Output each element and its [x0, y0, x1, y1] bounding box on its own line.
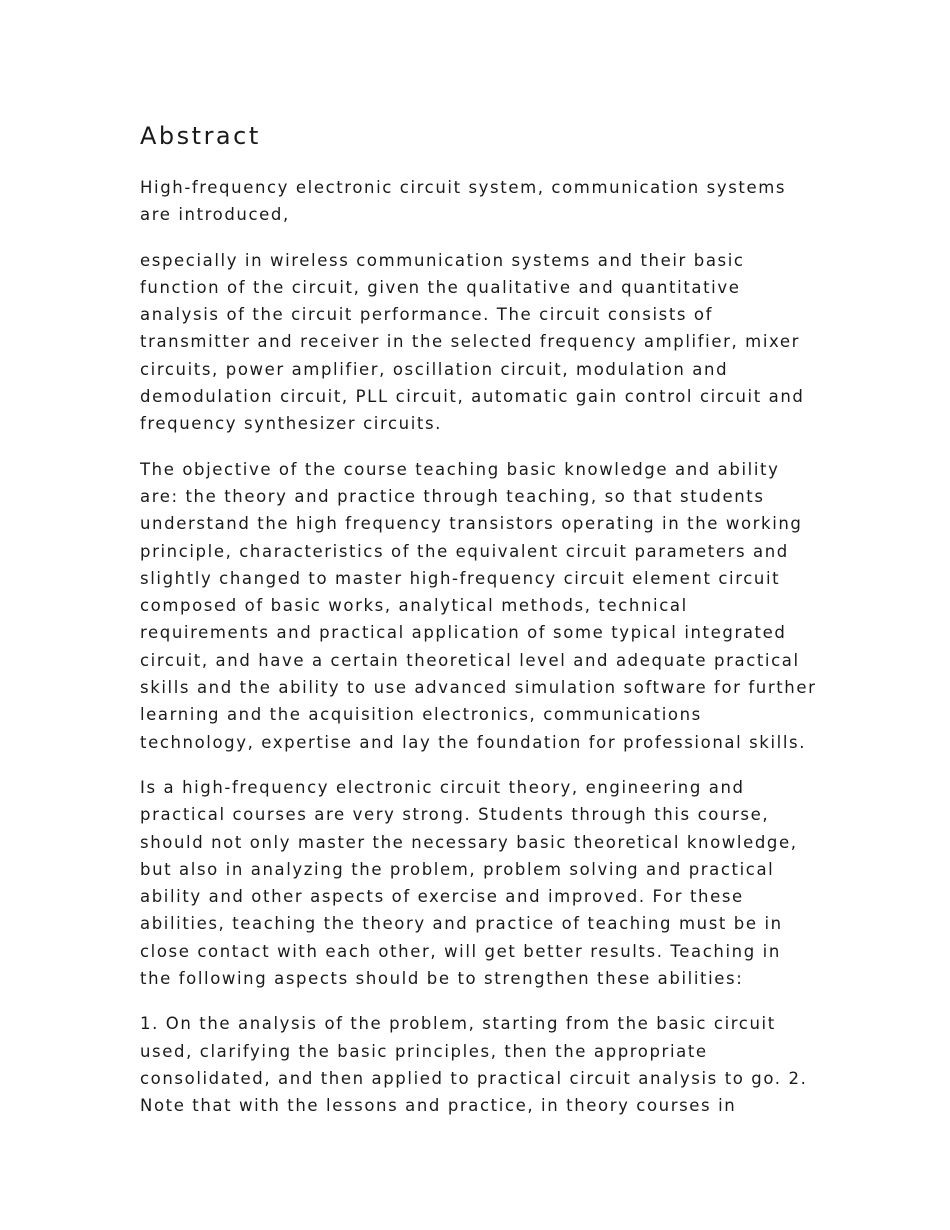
paragraph-line: learning and the acquisition electronics, communications: [140, 705, 702, 725]
abstract-paragraph: [140, 1010, 830, 1119]
paragraph-line: demodulation circuit, PLL circuit, automatic gain control circuit and: [140, 387, 805, 407]
paragraph-line: Is a high-frequency electronic circuit theory, engineering and: [140, 777, 745, 797]
paragraph-line: circuits, power amplifier, oscillation circuit, modulation and: [140, 359, 729, 379]
paragraph-line: practical courses are very strong. Students through this course,: [140, 805, 770, 825]
paragraph-line: circuit, and have a certain theoretical level and adequate practical: [140, 650, 800, 670]
paragraph-line: are: the theory and practice through teaching, so that students: [140, 486, 765, 506]
abstract-paragraph: [140, 774, 830, 992]
paragraph-line: consolidated, and then applied to practical circuit analysis to go. 2.: [140, 1068, 808, 1088]
paragraph-line: High-frequency electronic circuit system, communication systems: [140, 178, 787, 197]
abstract-paragraph: [140, 174, 830, 229]
paragraph-line: 1. On the analysis of the problem, starting from the basic circuit: [140, 1014, 776, 1034]
abstract-paragraph: [140, 456, 830, 756]
paragraph-line: analysis of the circuit performance. The circuit consists of: [140, 305, 714, 325]
paragraph-line: slightly changed to master high-frequency circuit element circuit: [140, 568, 781, 588]
abstract-paragraph: [140, 247, 830, 438]
paragraph-line: requirements and practical application of some typical integrated: [140, 623, 787, 643]
paragraph-line: principle, characteristics of the equivalent circuit parameters and: [140, 541, 789, 561]
paragraph-line: transmitter and receiver in the selected frequency amplifier, mixer: [140, 332, 801, 352]
abstract-heading: Abstract: [140, 122, 261, 150]
paragraph-line: close contact with each other, will get better results. Teaching in: [140, 941, 781, 961]
paragraph-line: abilities, teaching the theory and practice of teaching must be in: [140, 914, 783, 934]
paragraph-line: function of the circuit, given the qualitative and quantitative: [140, 277, 741, 297]
paragraph-line: used, clarifying the basic principles, then the appropriate: [140, 1041, 708, 1061]
paragraph-line: The objective of the course teaching basic knowledge and ability: [140, 459, 780, 479]
paragraph-line: the following aspects should be to strengthen these abilities:: [140, 969, 744, 989]
paragraph-line: especially in wireless communication systems and their basic: [140, 250, 745, 270]
paragraph-line: Note that with the lessons and practice, in theory courses in: [140, 1096, 737, 1116]
paragraph-line: frequency synthesizer circuits.: [140, 414, 443, 434]
paragraph-line: composed of basic works, analytical methods, technical: [140, 596, 688, 616]
paragraph-line: skills and the ability to use advanced simulation software for further: [140, 678, 817, 698]
paragraph-line: are introduced,: [140, 205, 290, 225]
paragraph-line: but also in analyzing the problem, problem solving and practical: [140, 859, 775, 879]
document-page: [140, 118, 830, 1138]
abstract-body: [140, 174, 830, 1120]
paragraph-line: understand the high frequency transistors operating in the working: [140, 514, 803, 534]
paragraph-line: technology, expertise and lay the foundation for professional skills.: [140, 732, 807, 752]
paragraph-line: ability and other aspects of exercise and improved. For these: [140, 887, 744, 907]
paragraph-line: should not only master the necessary basic theoretical knowledge,: [140, 832, 798, 852]
